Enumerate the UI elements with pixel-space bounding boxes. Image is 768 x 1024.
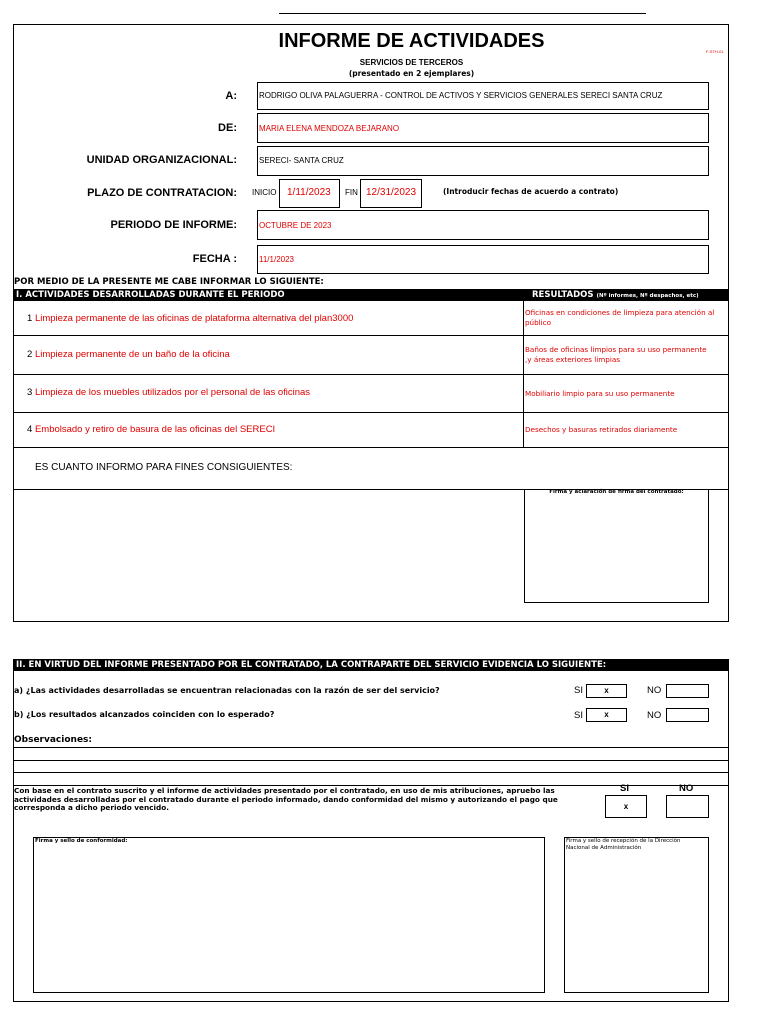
de-label: DE: [218,122,237,134]
activity-result: Baños de oficinas limpios para su uso permanente ,y áreas exteriores limpias [525,345,707,364]
closing-text: ES CUANTO INFORMO PARA FINES CONSIGUIENTES: [35,462,293,473]
row-line [13,335,729,336]
periodo-value: OCTUBRE DE 2023 [259,221,332,230]
activity-text: Limpieza permanente de un baño de la oficina [34,349,230,360]
form-code: F-STH-01 [706,49,724,54]
activity-result: Mobiliario limpio para su uso permanente [525,389,675,398]
plazo-note: (Introducir fechas de acuerdo a contrato) [443,187,619,196]
intro-text: POR MEDIO DE LA PRESENTE ME CABE INFORMAR LO SIGUIENTE: [14,277,324,287]
fecha-value: 11/1/2023 [259,255,294,264]
inicio-label: INICIO [252,188,277,197]
approval-si-header: SI [620,783,629,794]
q2-no-checkbox[interactable] [666,708,709,722]
results-subtitle: (Nº informes, Nº despachos, etc) [596,293,699,299]
contractor-signature-box[interactable] [524,489,709,603]
row-line [13,412,729,413]
fin-value: 12/31/2023 [366,187,417,198]
activity-row [27,349,230,360]
approval-si-checkbox[interactable]: x [605,795,647,818]
page-title: INFORME DE ACTIVIDADES [278,30,545,52]
question-b: b) ¿Los resultados alcanzados coinciden con lo esperado? [14,710,275,719]
q1-no-checkbox[interactable] [666,684,709,698]
row-line [13,447,729,448]
activity-text: Limpieza de los muebles utilizados por el personal de las oficinas [34,387,311,398]
de-value: MARIA ELENA MENDOZA BEJARANO [259,124,400,133]
fecha-field[interactable] [257,245,709,274]
page-subtitle: SERVICIOS DE TERCEROS [359,58,464,67]
activity-number: 2 [27,349,33,360]
observaciones-line[interactable] [13,772,729,773]
observaciones-label: Observaciones: [14,735,93,745]
q1-si-checkbox[interactable]: x [586,684,627,698]
unidad-value: SERECI- SANTA CRUZ [259,156,344,165]
plazo-label: PLAZO DE CONTRATACION: [87,187,237,199]
activity-text: Limpieza permanente de las oficinas de plataforma alternativa del plan3000 [34,313,354,324]
question-a: a) ¿Las actividades desarrolladas se encuentran relacionadas con la razón de ser del servicio? [14,686,440,695]
section1-title: I. ACTIVIDADES DESARROLLADAS DURANTE EL PERIODO [16,290,285,300]
activity-number: 3 [27,387,33,398]
observaciones-line[interactable] [13,747,729,748]
fin-label: FIN [345,188,358,197]
copies-note: (presentado en 2 ejemplares) [348,69,475,78]
contractor-signature-label: Firma y aclaración de firma del contratado: [549,489,684,495]
periodo-label: PERIODO DE INFORME: [110,219,237,231]
recepcion-signature-box[interactable] [564,837,709,993]
activity-text: Embolsado y retiro de basura de las oficinas del SERECI [34,424,276,435]
row-line [13,374,729,375]
conformidad-signature-box[interactable] [33,837,545,993]
conformidad-signature-label: Firma y sello de conformidad: [35,838,128,844]
inicio-value: 1/11/2023 [287,187,331,198]
q2-no-label: NO [647,710,662,721]
activity-result: Desechos y basuras retirados diariamente [525,425,678,434]
results-header [532,289,699,302]
activity-row [27,424,275,435]
approval-no-header: NO [679,783,694,794]
results-title: RESULTADOS [532,290,594,300]
approval-no-checkbox[interactable] [666,795,709,818]
recepcion-signature-label: Firma y sello de recepción de la Dirección Nacional de Administración [566,838,681,851]
a-value: RODRIGO OLIVA PALAGUERRA - CONTROL DE ACTIVOS Y SERVICIOS GENERALES SERECI SANTA CRUZ [259,91,663,100]
unidad-label: UNIDAD ORGANIZACIONAL: [86,154,237,166]
activity-row [27,313,353,324]
section1-header [14,289,728,301]
q2-si-label: SI [574,710,583,721]
q1-si-label: SI [574,685,583,696]
top-rule [279,13,646,14]
observaciones-line[interactable] [13,760,729,761]
activity-result: Oficinas en condiciones de limpieza para atención al público [525,308,715,327]
section2-header: II. EN VIRTUD DEL INFORME PRESENTADO POR EL CONTRATADO, LA CONTRAPARTE DEL SERVICIO EVIDENCIA LO SIGUIENTE: [14,659,728,671]
q1-no-label: NO [647,685,662,696]
approval-text: Con base en el contrato suscrito y el informe de actividades presentado por el contratado, en uso de mis atribuciones, apruebo las actividades desarrolladas por el contratado durante el periodo informado, dando conformidad del mismo y autorizando el pago que corresponda a dicho periodo vencido. [14,786,558,812]
fecha-label: FECHA : [192,253,237,265]
activity-number: 4 [27,424,33,435]
a-label: A: [225,90,237,102]
activity-row [27,387,310,398]
q2-si-checkbox[interactable]: x [586,708,627,722]
activity-number: 1 [27,313,33,324]
